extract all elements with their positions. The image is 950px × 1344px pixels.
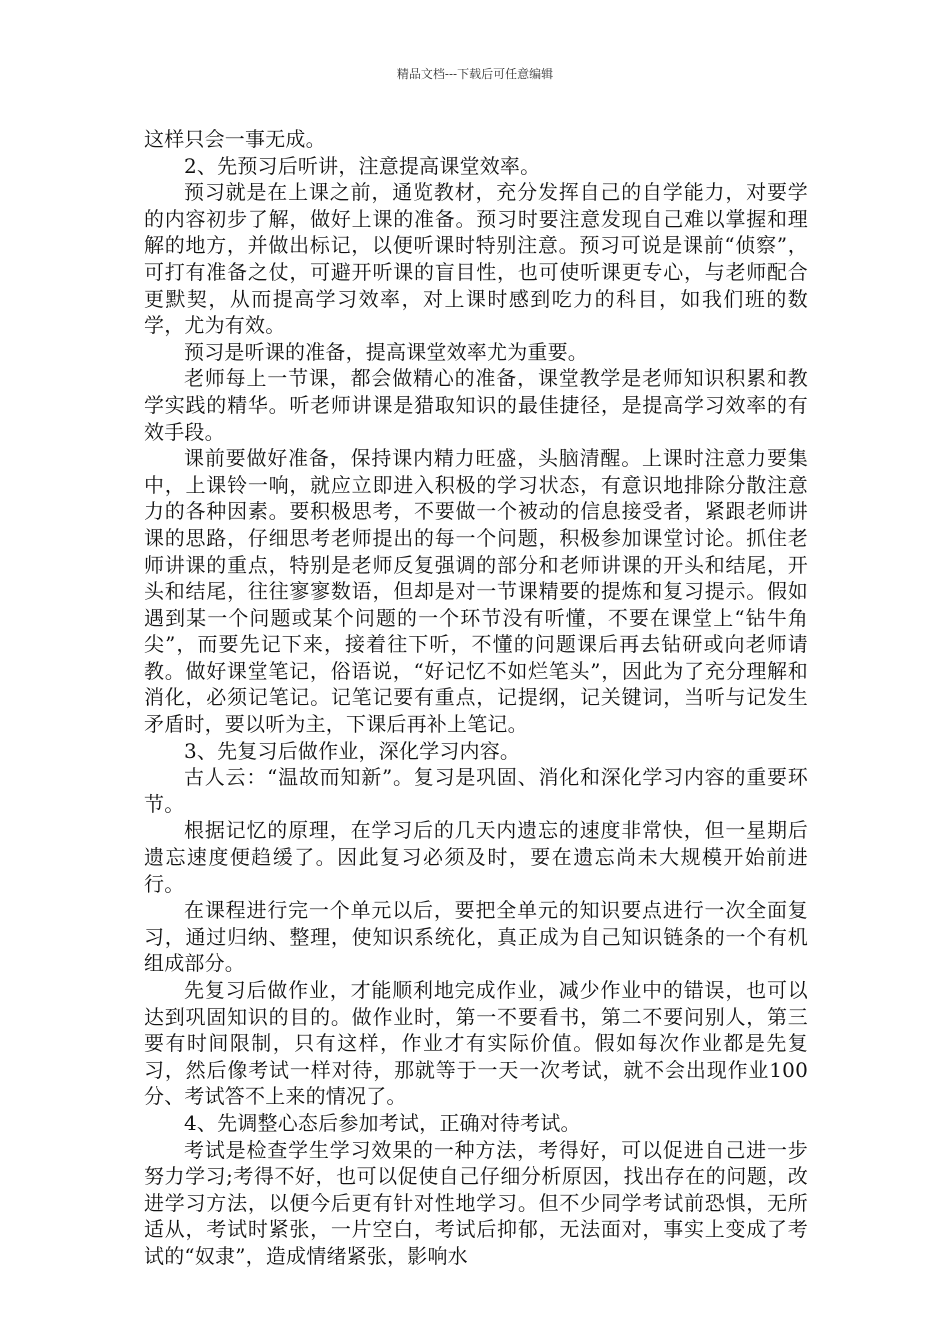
section-heading-3: 3、先复习后做作业，深化学习内容。: [184, 738, 521, 763]
paragraph: 课前要做好准备，保持课内精力旺盛，头脑清醒。上课时注意力要集中，上课铃一响，就应立即进入积极的学习状态，有意识地排除分散注意力的各种因素。要积极思考，不要做一个被动的信息接受者，紧跟老师讲课的思路，仔细思考老师提出的每一个问题，积极参加课堂讨论。抓住老师讲课的重点，特别是老师反复强调的部分和老师讲课的开头和结尾，开头和结尾，往往寥寥数语，但却是对一节课精要的提炼和复习提示。假如遇到某一个问题或某个问题的一个环节没有听懂，不要在课堂上“钻牛角尖”，而要先记下来，接着往下听，不懂的问题课后再去钻研或向老师请教。做好课堂笔记，俗语说，“好记忆不如烂笔头”，因此为了充分理解和消化，必须记笔记。记笔记要有重点，记提纲，记关键词，当听与记发生矛盾时，要以听为主，下课后再补上笔记。: [144, 446, 808, 737]
paragraph: 考试是检查学生学习效果的一种方法，考得好，可以促进自己进一步努力学习;考得不好，也可以促使自己仔细分析原因，找出存在的问题，改进学习方法，以便今后更有针对性地学习。但不少同学考试前恐惧，无所适从，考试时紧张，一片空白，考试后抑郁，无法面对，事实上变成了考试的“奴隶”，造成情绪紧张，影响水: [144, 1137, 808, 1268]
paragraph: 预习是听课的准备，提高课堂效率尤为重要。: [184, 339, 588, 364]
paragraph-continuation: 这样只会一事无成。: [144, 127, 326, 151]
section-heading-2: 2、先预习后听讲，注意提高课堂效率。: [184, 153, 541, 178]
document-body: [144, 126, 808, 1270]
paragraph: 老师每上一节课，都会做精心的准备，课堂教学是老师知识积累和教学实践的精华。听老师讲课是猎取知识的最佳捷径，是提高学习效率的有效手段。: [144, 366, 808, 444]
paragraph: 在课程进行完一个单元以后，要把全单元的知识要点进行一次全面复习，通过归纳、整理，使知识系统化，真正成为自己知识链条的一个有机组成部分。: [144, 898, 808, 976]
paragraph: 古人云：“温故而知新”。复习是巩固、消化和深化学习内容的重要环节。: [144, 765, 808, 816]
section-heading-4: 4、先调整心态后参加考试，正确对待考试。: [184, 1110, 581, 1135]
paragraph: 根据记忆的原理，在学习后的几天内遗忘的速度非常快，但一星期后遗忘速度便趋缓了。因此复习必须及时，要在遗忘尚未大规模开始前进行。: [144, 818, 808, 896]
paragraph: 预习就是在上课之前，通览教材，充分发挥自己的自学能力，对要学的内容初步了解，做好上课的准备。预习时要注意发现自己难以掌握和理解的地方，并做出标记，以便听课时特别注意。预习可说是课前“侦察”，可打有准备之仗，可避开听课的盲目性，也可使听课更专心，与老师配合更默契，从而提高学习效率，对上课时感到吃力的科目，如我们班的数学，尤为有效。: [144, 180, 808, 338]
paragraph: 先复习后做作业，才能顺利地完成作业，减少作业中的错误，也可以达到巩固知识的目的。做作业时，第一不要看书，第二不要问别人，第三要有时间限制，只有这样，作业才有实际价值。假如每次作业都是先复习，然后像考试一样对待，那就等于一天一次考试，就不会出现作业100分、考试答不上来的情况了。: [144, 978, 808, 1109]
page-header: 精品文档---下载后可任意编辑: [396, 67, 554, 81]
